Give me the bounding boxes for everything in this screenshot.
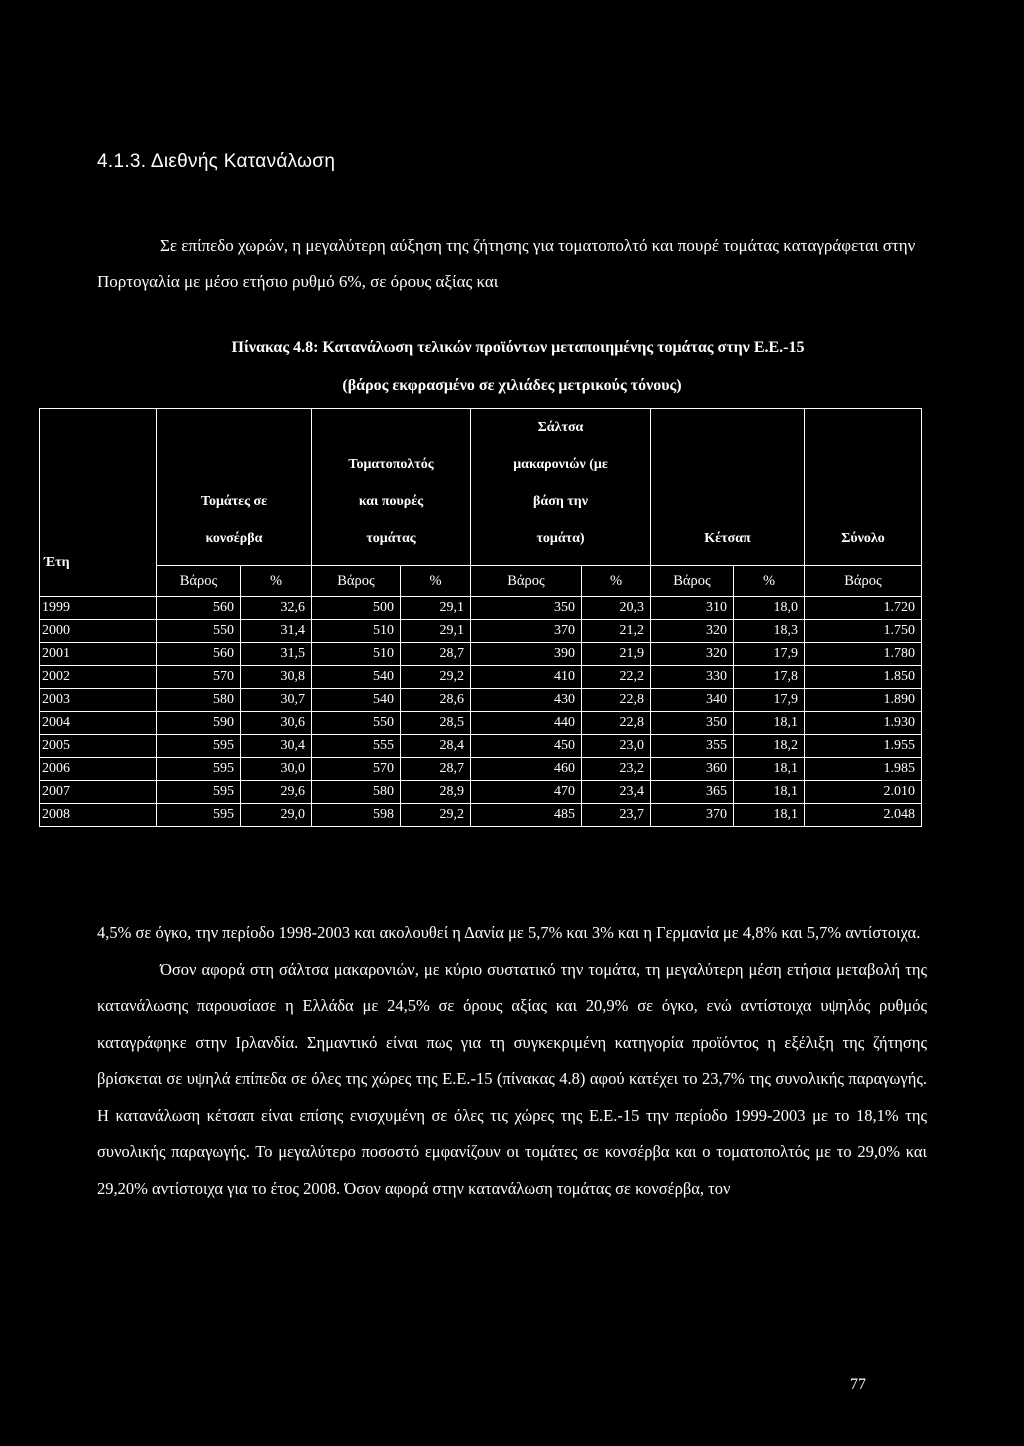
year-cell: 2007 [40,781,157,804]
table-cell: 18,1 [734,758,805,781]
unit-header: % [401,566,471,597]
table-row [40,666,922,689]
table-cell: 30,4 [241,735,312,758]
table-cell: 590 [157,712,241,735]
table-cell: 30,8 [241,666,312,689]
table-cell: 18,2 [734,735,805,758]
table-row [40,735,922,758]
table-cell: 2.048 [805,804,922,827]
table-cell: 17,9 [734,643,805,666]
table-cell: 595 [157,758,241,781]
table-cell: 28,4 [401,735,471,758]
year-cell: 1999 [40,597,157,620]
table-cell: 500 [312,597,401,620]
table-cell: 23,4 [582,781,651,804]
table-cell: 570 [157,666,241,689]
table-cell: 28,7 [401,643,471,666]
table-body [40,597,922,827]
table-cell: 20,3 [582,597,651,620]
table-cell: 485 [471,804,582,827]
table-cell: 510 [312,643,401,666]
unit-header: % [241,566,312,597]
year-header: Έτη [40,409,157,597]
page-number: 77 [850,1376,866,1393]
unit-header: % [582,566,651,597]
table-cell: 595 [157,781,241,804]
table-cell: 28,9 [401,781,471,804]
body-paragraph: Όσον αφορά στη σάλτσα μακαρονιών, με κύριο συστατικό την τομάτα, τη μεγαλύτερη μέση ετήσια μεταβολή της κατανάλωσης παρουσίασε η Ελλάδα με 24,5% σε όρους αξίας και 20,9% σε όγκο, ενώ αντίστοιχα υψηλός ρυθμός καταγράφηκε στην Ιρλανδία. Σημαντικό είναι πως για τη συγκεκριμένη κατηγορία προϊόντος η εξέλιξη της ζήτησης βρίσκεται σε υψηλά επίπεδα σε όλες της χώρες της Ε.Ε.-15 (πίνακας 4.8) αφού κατέχει το 23,7% της συνολικής παραγωγής. Η κατανάλωση κέτσαπ είναι επίσης ενισχυμένη σε όλες τις χώρες της Ε.Ε.-15 την περίοδο 1999-2003 με το 18,1% της συνολικής παραγωγής. Το μεγαλύτερο ποσοστό εμφανίζουν οι τομάτες σε κονσέρβα και ο τοματοπολτός με το 29,0% και 29,20% αντίστοιχα για το έτος 2008. Όσον αφορά στην κατανάλωση τομάτας σε κονσέρβα, τον [97,959,927,1198]
table-cell: 28,6 [401,689,471,712]
table-cell: 29,2 [401,804,471,827]
table-cell: 22,8 [582,712,651,735]
consumption-table [39,408,922,827]
table-caption: Πίνακας 4.8: Κατανάλωση τελικών προϊόντων μεταποιημένης τομάτας στην Ε.Ε.-15 [231,339,805,356]
table-cell: 29,1 [401,597,471,620]
year-cell: 2004 [40,712,157,735]
table-cell: 370 [651,804,734,827]
unit-header: Βάρος [471,566,582,597]
table-cell: 30,7 [241,689,312,712]
table-cell: 598 [312,804,401,827]
table-cell: 2.010 [805,781,922,804]
table-cell: 330 [651,666,734,689]
table-cell: 29,0 [241,804,312,827]
table-row [40,804,922,827]
table-cell: 22,2 [582,666,651,689]
table-cell: 31,5 [241,643,312,666]
table-cell: 1.955 [805,735,922,758]
table-cell: 340 [651,689,734,712]
table-row [40,643,922,666]
year-cell: 2006 [40,758,157,781]
table-cell: 580 [157,689,241,712]
table-cell: 23,2 [582,758,651,781]
table-cell: 365 [651,781,734,804]
table-cell: 21,2 [582,620,651,643]
group-header-row [40,409,922,566]
intro-line: τομάτας καταγράφεται στην Πορτογαλία με μέσο ετήσιο ρυθμό 6%, σε όρους αξίας και [97,236,916,291]
unit-header: Βάρος [651,566,734,597]
table-cell: 29,1 [401,620,471,643]
body-text [97,915,927,1207]
year-cell: 2000 [40,620,157,643]
table-cell: 360 [651,758,734,781]
table-cell: 28,5 [401,712,471,735]
table-cell: 510 [312,620,401,643]
table-cell: 1.780 [805,643,922,666]
table-cell: 17,9 [734,689,805,712]
table-cell: 450 [471,735,582,758]
table-row [40,689,922,712]
table-cell: 1.930 [805,712,922,735]
intro-line: Σε επίπεδο χωρών, η μεγαλύτερη αύξηση της ζήτησης για τοματοπολτό και πουρέ [160,236,719,255]
table-cell: 32,6 [241,597,312,620]
table-cell: 355 [651,735,734,758]
table-row [40,758,922,781]
table-cell: 540 [312,666,401,689]
table-cell: 555 [312,735,401,758]
table-cell: 595 [157,804,241,827]
table-cell: 550 [157,620,241,643]
table-row [40,781,922,804]
table-cell: 18,1 [734,712,805,735]
year-cell: 2001 [40,643,157,666]
table-cell: 580 [312,781,401,804]
table-cell: 18,1 [734,781,805,804]
table-cell: 440 [471,712,582,735]
table-row [40,712,922,735]
table-cell: 370 [471,620,582,643]
table-cell: 30,0 [241,758,312,781]
table-cell: 18,0 [734,597,805,620]
table-cell: 29,6 [241,781,312,804]
intro-paragraph [97,228,927,300]
group-header-paste: Τοματοπολτός και πουρές τομάτας [312,409,471,566]
table-cell: 1.985 [805,758,922,781]
table-cell: 460 [471,758,582,781]
group-header-total: Σύνολο [805,409,922,566]
year-cell: 2002 [40,666,157,689]
table-cell: 390 [471,643,582,666]
table-cell: 30,6 [241,712,312,735]
table-cell: 320 [651,620,734,643]
year-cell: 2008 [40,804,157,827]
table-cell: 470 [471,781,582,804]
table-cell: 22,8 [582,689,651,712]
table-row [40,620,922,643]
section-heading: 4.1.3. Διεθνής Κατανάλωση [97,151,336,172]
table-cell: 1.720 [805,597,922,620]
table-cell: 560 [157,643,241,666]
table-cell: 18,1 [734,804,805,827]
unit-header: % [734,566,805,597]
table-cell: 29,2 [401,666,471,689]
table-cell: 595 [157,735,241,758]
table-cell: 550 [312,712,401,735]
table-cell: 17,8 [734,666,805,689]
table-cell: 1.850 [805,666,922,689]
table-cell: 28,7 [401,758,471,781]
table-cell: 430 [471,689,582,712]
group-header-ketchup: Κέτσαπ [651,409,805,566]
year-cell: 2005 [40,735,157,758]
table-cell: 1.750 [805,620,922,643]
table-cell: 410 [471,666,582,689]
table-subcaption: (βάρος εκφρασμένο σε χιλιάδες μετρικούς τόνους) [342,377,682,394]
table-cell: 320 [651,643,734,666]
group-header-sauce: Σάλτσα μακαρονιών (με βάση την τομάτα) [471,409,651,566]
unit-header: Βάρος [805,566,922,597]
table-cell: 18,3 [734,620,805,643]
table-cell: 310 [651,597,734,620]
table-cell: 31,4 [241,620,312,643]
group-header-canned: Τομάτες σε κονσέρβα [157,409,312,566]
table-cell: 21,9 [582,643,651,666]
year-cell: 2003 [40,689,157,712]
units-row [40,566,922,597]
unit-header: Βάρος [312,566,401,597]
table-cell: 560 [157,597,241,620]
table-cell: 350 [651,712,734,735]
table-cell: 1.890 [805,689,922,712]
body-paragraph: 4,5% σε όγκο, την περίοδο 1998-2003 και ακολουθεί η Δανία με 5,7% και 3% και η Γερμανία με 4,8% και 5,7% αντίστοιχα. [97,923,921,942]
table-cell: 23,7 [582,804,651,827]
unit-header: Βάρος [157,566,241,597]
table-cell: 23,0 [582,735,651,758]
table-cell: 540 [312,689,401,712]
table-cell: 350 [471,597,582,620]
table-row [40,597,922,620]
table-cell: 570 [312,758,401,781]
